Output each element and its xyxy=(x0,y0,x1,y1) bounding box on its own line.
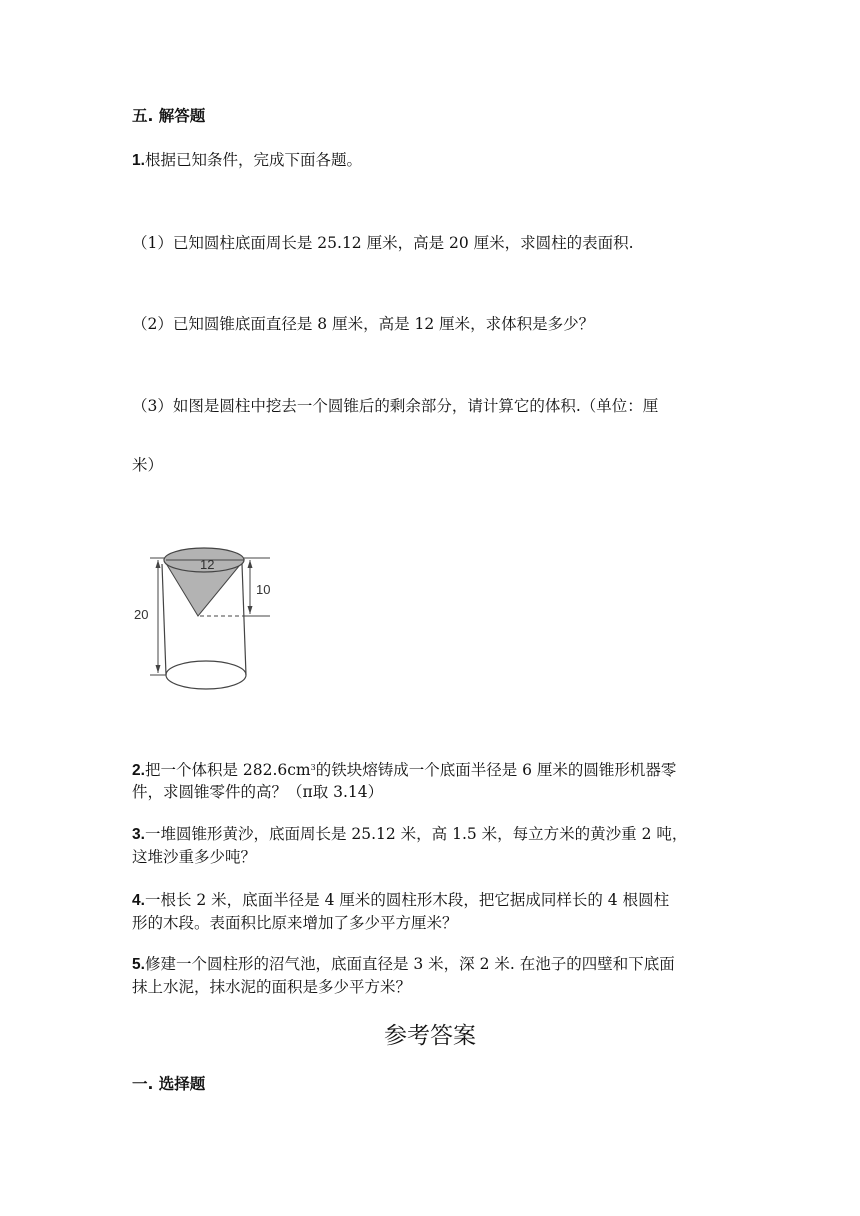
question-3-line-1 xyxy=(132,823,687,846)
superscript: 3 xyxy=(310,763,316,772)
question-number: 3. xyxy=(132,826,145,843)
question-text: 把一个体积是 282.6cm xyxy=(144,761,311,779)
cone-height-arrow-top xyxy=(248,560,253,568)
answers-title: 参考答案 xyxy=(384,1023,476,1049)
question-stem: 根据已知条件，完成下面各题。 xyxy=(144,151,362,169)
question-1 xyxy=(132,149,362,172)
question-5-line-1 xyxy=(132,953,675,976)
sub-question-2: （2）已知圆锥底面直径是 8 厘米，高是 12 厘米，求体积是多少？ xyxy=(132,315,595,333)
question-text: 修建一个圆柱形的沼气池，底面直径是 3 米，深 2 米. 在池子的四壁和下底面 xyxy=(144,955,675,973)
question-4-line-2: 形的木段。表面积比原来增加了多少平方厘米？ xyxy=(132,914,458,932)
question-number: 2. xyxy=(132,762,145,779)
cylinder-height-arrow-top xyxy=(156,560,161,568)
cylinder-right-edge xyxy=(242,564,246,675)
question-number: 1. xyxy=(132,152,145,169)
question-number: 4. xyxy=(132,892,145,909)
cylinder-left-edge xyxy=(162,564,166,675)
question-2-line-1 xyxy=(132,759,676,782)
question-text: 的铁块熔铸成一个底面半径是 6 厘米的圆锥形机器零 xyxy=(315,761,677,779)
label-cylinder-height: 20 xyxy=(134,607,149,622)
sub-question-3-line-1: （3）如图是圆柱中挖去一个圆锥后的剩余部分，请计算它的体积.（单位：厘 xyxy=(132,397,659,415)
question-2-line-2: 件，求圆锥零件的高？（π取 3.14） xyxy=(132,783,384,801)
answers-section-heading: 一. 选择题 xyxy=(132,1075,206,1093)
question-text: 一根长 2 米，底面半径是 4 厘米的圆柱形木段，把它据成同样长的 4 根圆柱 xyxy=(144,891,670,909)
cylinder-bottom-ellipse xyxy=(166,661,246,689)
question-3-line-2: 这堆沙重多少吨？ xyxy=(132,848,257,866)
label-cone-height: 10 xyxy=(256,582,271,597)
sub-question-1: （1）已知圆柱底面周长是 25.12 厘米，高是 20 厘米，求圆柱的表面积. xyxy=(132,234,634,252)
question-text: 一堆圆锥形黄沙，底面周长是 25.12 米，高 1.5 米，每立方米的黄沙重 2 吨， xyxy=(144,825,688,843)
question-4-line-1 xyxy=(132,889,669,912)
cylinder-cone-figure xyxy=(128,538,288,698)
question-number: 5. xyxy=(132,956,145,973)
cone-height-arrow-bottom xyxy=(248,606,253,614)
section-heading: 五. 解答题 xyxy=(132,107,206,125)
sub-question-3-line-2: 米） xyxy=(132,456,164,474)
label-diameter: 12 xyxy=(200,557,215,572)
cylinder-height-arrow-bottom xyxy=(156,665,161,673)
question-5-line-2: 抹上水泥，抹水泥的面积是多少平方米？ xyxy=(132,978,412,996)
